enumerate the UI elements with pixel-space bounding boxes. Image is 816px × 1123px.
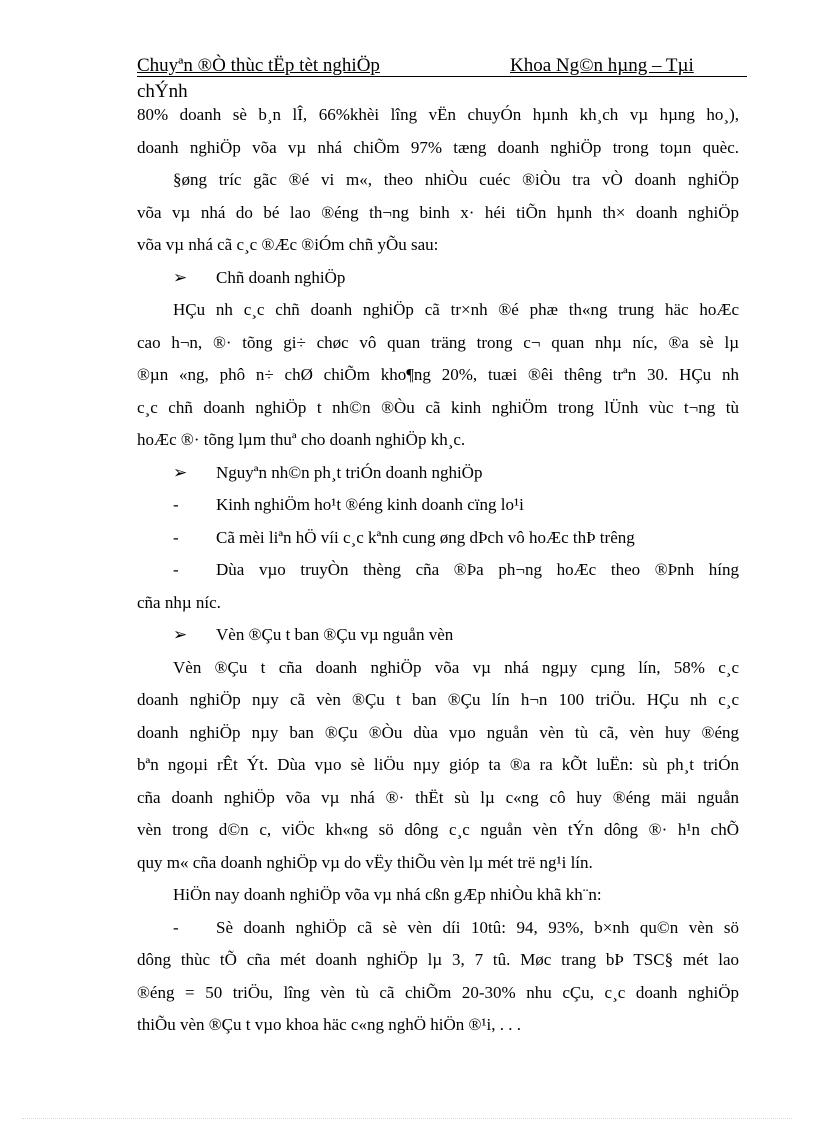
header-title-right: Khoa Ng©n hµng – Tµi bbox=[510, 55, 694, 76]
page-header bbox=[137, 54, 747, 78]
text-line: vèn trong d©n c, viÖc kh«ng sö dông c¸c nguån vèn tÝn dông ®· h¹n chÕ bbox=[137, 820, 739, 839]
text-line: doanh nghiÖp nµy cã vèn ®Çu t ban ®Çu lín h¬n 100 triÖu. HÇu nh c¸c bbox=[137, 690, 739, 709]
text-line: c¸c chñ doanh nghiÖp t nh©n ®Òu cã kinh nghiÖm trong lÜnh vùc t¬ng tù bbox=[137, 397, 739, 417]
text-line: thiÕu vèn ®Çu t vµo khoa häc c«ng nghÖ hiÖn ®¹i, . . . bbox=[137, 1015, 521, 1034]
text-line: doanh nghiÖp nµy ban ®Çu ®Òu dùa vµo nguån vèn tù cã, vèn huy ®éng bbox=[137, 722, 739, 742]
text-line: cña doanh nghiÖp võa vµ nhá ®· thËt sù lµ c«ng cô huy ®éng mäi nguån bbox=[137, 787, 739, 807]
bullet-text: Nguyªn nh©n ph¸t triÓn doanh nghiÖp bbox=[216, 462, 483, 482]
header-title-continuation: chÝnh bbox=[137, 81, 188, 102]
text-line: §øng tríc gãc ®é vi m«, theo nhiÒu cuéc ®iÒu tra vÒ doanh nghiÖp bbox=[173, 170, 739, 189]
dash-text: Cã mèi liªn hÖ víi c¸c kªnh cung øng dÞch vô hoÆc thÞ trêng bbox=[216, 527, 635, 547]
text-line: võa vµ nhá do bé lao ®éng th¬ng binh x· héi tiÕn hµnh th× doanh nghiÖp bbox=[137, 202, 739, 222]
arrow-bullet-icon: ➢ bbox=[173, 625, 188, 644]
dash-bullet: - bbox=[173, 495, 179, 514]
text-line: HÇu nh c¸c chñ doanh nghiÖp cã tr×nh ®é phæ th«ng trung häc hoÆc bbox=[173, 300, 739, 319]
dash-bullet: - bbox=[173, 527, 179, 547]
header-title-left: Chuyªn ®Ò thùc tËp tèt nghiÖp bbox=[137, 55, 380, 76]
text-line: hoÆc ®· tõng lµm thuª cho doanh nghiÖp kh¸c. bbox=[137, 430, 466, 449]
text-line: doanh nghiÖp võa vµ nhá chiÕm 97% tæng doanh nghiÖp trong toµn quèc. bbox=[137, 137, 739, 157]
arrow-bullet-icon: ➢ bbox=[173, 267, 188, 287]
dash-item bbox=[137, 555, 739, 588]
bullet-item bbox=[137, 263, 739, 296]
text-line: Vèn ®Çu t cña doanh nghiÖp võa vµ nhá ngµy cµng lín, 58% c¸c bbox=[173, 657, 739, 677]
dash-bullet: - bbox=[173, 917, 179, 937]
dash-text: Kinh nghiÖm ho¹t ®éng kinh doanh cïng lo¹i bbox=[216, 495, 524, 514]
bullet-item bbox=[137, 458, 739, 491]
body-text bbox=[137, 100, 739, 1043]
text-line: võa vµ nhá cã c¸c ®Æc ®iÓm chñ yÕu sau: bbox=[137, 235, 439, 254]
dash-text: Dùa vµo truyÒn thèng cña ®Þa ph¬ng hoÆc theo ®Þnh híng bbox=[216, 560, 739, 579]
bullet-item bbox=[137, 620, 739, 653]
text-line: HiÖn nay doanh nghiÖp võa vµ nhá cßn gÆp nhiÒu khã kh¨n: bbox=[173, 885, 602, 904]
bullet-text: Chñ doanh nghiÖp bbox=[216, 267, 346, 287]
text-line: cao h¬n, ®· tõng gi÷ chøc vô quan träng trong c¬ quan nhµ níc, ®a sè lµ bbox=[137, 332, 739, 352]
text-line: ®éng = 50 triÖu, lîng vèn tù cã chiÕm 20-30% nhu cÇu, c¸c doanh nghiÖp bbox=[137, 982, 739, 1002]
text-line: dông thùc tÕ cña mét doanh nghiÖp lµ 3, 7 tû. Møc trang bÞ TSC§ mét lao bbox=[137, 950, 739, 969]
dash-item bbox=[137, 913, 739, 946]
dash-item bbox=[137, 523, 739, 556]
text-line: cña nhµ níc. bbox=[137, 592, 221, 612]
bullet-text: Vèn ®Çu t ban ®Çu vµ nguån vèn bbox=[216, 625, 454, 644]
arrow-bullet-icon: ➢ bbox=[173, 462, 188, 482]
header-rule bbox=[137, 76, 747, 77]
text-line: ®µn «ng, phô n÷ chØ chiÕm kho¶ng 20%, tuæi ®êi thêng trªn 30. HÇu nh bbox=[137, 365, 739, 384]
dash-item bbox=[137, 490, 739, 523]
dash-bullet: - bbox=[173, 560, 179, 579]
page-bottom-divider bbox=[22, 1118, 792, 1119]
text-line: 80% doanh sè b¸n lÎ, 66%khèi lîng vËn chuyÓn hµnh kh¸ch vµ hµng ho¸), bbox=[137, 105, 739, 124]
text-line: quy m« cña doanh nghiÖp vµ do vËy thiÕu vèn lµ mét trë ng¹i lín. bbox=[137, 852, 593, 872]
dash-text: Sè doanh nghiÖp cã sè vèn díi 10tû: 94, 93%, b×nh qu©n vèn sö bbox=[216, 917, 739, 937]
text-line: bªn ngoµi rÊt Ýt. Dùa vµo sè liÖu nµy gióp ta ®a ra kÕt luËn: sù ph¸t triÓn bbox=[137, 755, 739, 774]
